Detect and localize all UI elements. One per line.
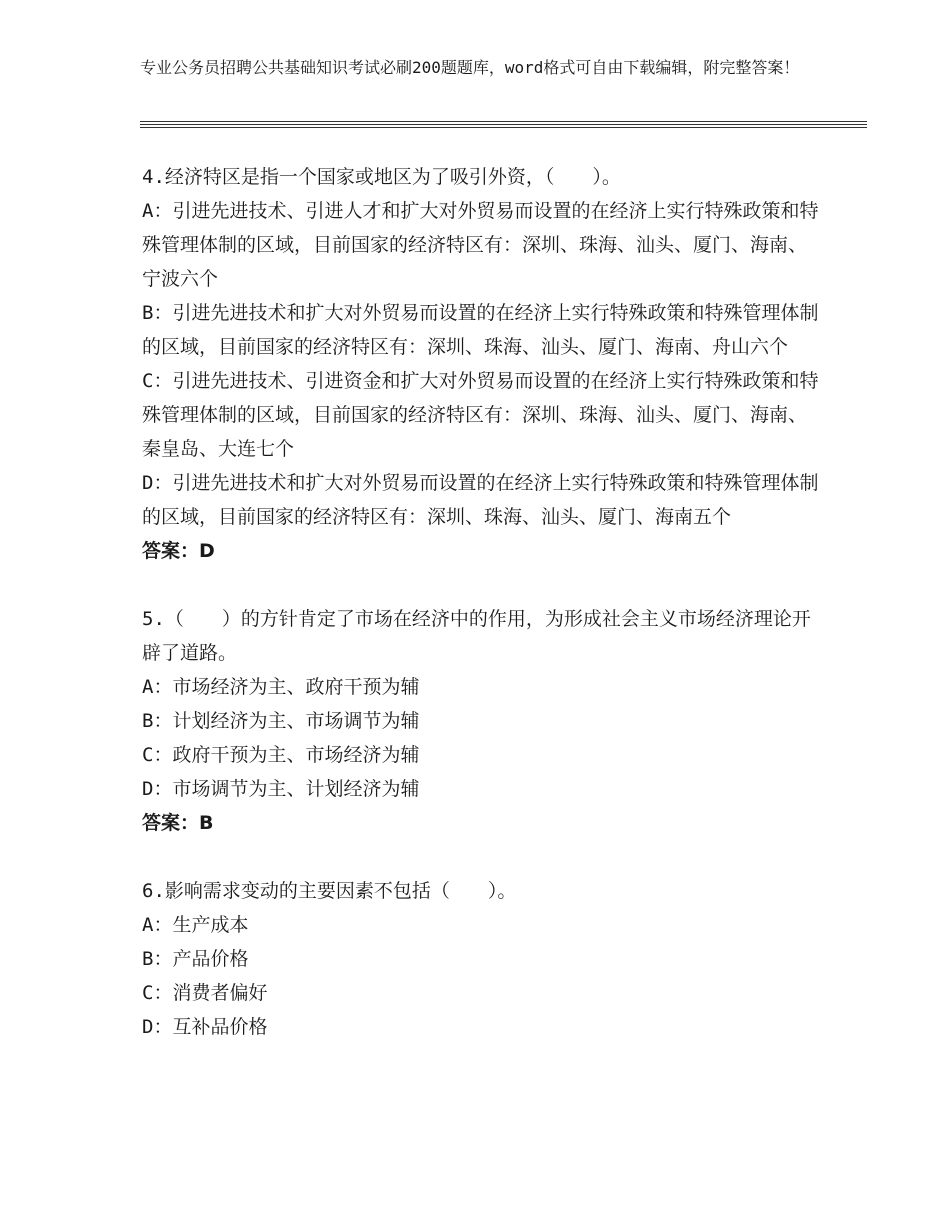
option-d: D：互补品价格 (142, 1016, 268, 1038)
option-a: A：引进先进技术、引进人才和扩大对外贸易而设置的在经济上实行特殊政策和特殊管理体制的区域，目前国家的经济特区有：深圳、珠海、汕头、厦门、海南、宁波六个 (142, 200, 819, 290)
question-list (142, 160, 822, 1078)
question-6 (142, 874, 822, 1044)
option-c: C：引进先进技术、引进资金和扩大对外贸易而设置的在经济上实行特殊政策和特殊管理体制的区域，目前国家的经济特区有：深圳、珠海、汕头、厦门、海南、秦皇岛、大连七个 (142, 370, 819, 460)
answer: 答案：B (142, 812, 214, 834)
option-a: A：市场经济为主、政府干预为辅 (142, 676, 420, 698)
header-rule-middle (140, 124, 867, 125)
question-5 (142, 602, 822, 840)
option-c: C：消费者偏好 (142, 982, 268, 1004)
header-text: 专业公务员招聘公共基础知识考试必刷200题题库，word格式可自由下载编辑，附完整答案！ (140, 58, 800, 77)
question-4 (142, 160, 822, 568)
option-a: A：生产成本 (142, 914, 249, 936)
header-rule-top (140, 121, 867, 122)
answer: 答案：D (142, 540, 215, 562)
option-d: D：引进先进技术和扩大对外贸易而设置的在经济上实行特殊政策和特殊管理体制的区域，目前国家的经济特区有：深圳、珠海、汕头、厦门、海南五个 (142, 472, 819, 528)
option-b: B：产品价格 (142, 948, 249, 970)
question-stem: 4.经济特区是指一个国家或地区为了吸引外资，（ ）。 (142, 166, 621, 188)
option-d: D：市场调节为主、计划经济为辅 (142, 778, 420, 800)
question-stem: 6.影响需求变动的主要因素不包括（ ）。 (142, 880, 517, 902)
document-header (140, 56, 800, 79)
option-c: C：政府干预为主、市场经济为辅 (142, 744, 420, 766)
header-rule-bottom (140, 127, 867, 128)
question-stem: 5.（ ）的方针肯定了市场在经济中的作用，为形成社会主义市场经济理论开辟了道路。 (142, 608, 811, 664)
option-b: B：计划经济为主、市场调节为辅 (142, 710, 420, 732)
option-b: B：引进先进技术和扩大对外贸易而设置的在经济上实行特殊政策和特殊管理体制的区域，目前国家的经济特区有：深圳、珠海、汕头、厦门、海南、舟山六个 (142, 302, 819, 358)
